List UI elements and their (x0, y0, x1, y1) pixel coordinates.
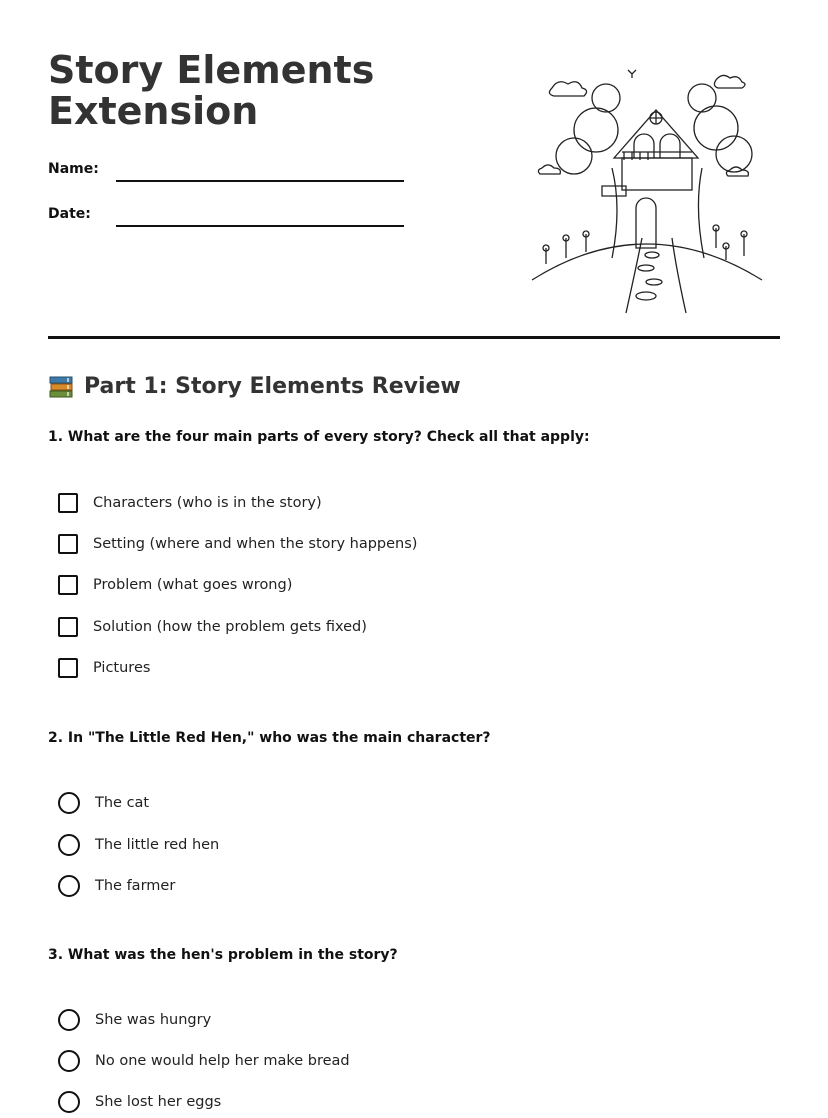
worksheet-title (48, 50, 388, 132)
radio-button[interactable] (58, 875, 80, 897)
question-2: 2. In "The Little Red Hen," who was the main character? (48, 730, 491, 746)
option-label: The cat (95, 795, 150, 811)
section-divider (48, 336, 780, 339)
title-line-1: Story Elements (48, 48, 375, 92)
q2-option-farmer[interactable] (58, 874, 175, 898)
checkbox[interactable] (58, 658, 78, 678)
checkbox[interactable] (58, 493, 78, 513)
q3-option-hungry[interactable] (58, 1008, 211, 1032)
option-label: Problem (what goes wrong) (93, 577, 293, 593)
q1-option-problem[interactable] (58, 573, 292, 597)
books-icon (48, 375, 74, 399)
option-label: She lost her eggs (95, 1094, 222, 1110)
question-1: 1. What are the four main parts of every story? Check all that apply: (48, 429, 590, 445)
option-label: Setting (where and when the story happens) (93, 536, 418, 552)
q2-option-cat[interactable] (58, 791, 149, 815)
q1-option-pictures[interactable] (58, 656, 150, 680)
option-label: She was hungry (95, 1012, 212, 1028)
checkbox[interactable] (58, 575, 78, 595)
title-line-2: Extension (48, 89, 259, 133)
checkbox[interactable] (58, 534, 78, 554)
name-write-line[interactable] (116, 180, 404, 182)
name-field-row (48, 161, 404, 182)
radio-button[interactable] (58, 1009, 80, 1031)
radio-button[interactable] (58, 1091, 80, 1113)
option-label: The farmer (95, 878, 176, 894)
option-label: The little red hen (95, 837, 220, 853)
name-label: Name: (48, 161, 99, 177)
radio-button[interactable] (58, 1050, 80, 1072)
date-write-line[interactable] (116, 225, 404, 227)
q1-option-characters[interactable] (58, 491, 322, 515)
part1-heading (48, 374, 461, 399)
treehouse-illustration (526, 58, 768, 318)
question-3: 3. What was the hen's problem in the story? (48, 947, 398, 963)
q3-option-lost-eggs[interactable] (58, 1090, 221, 1114)
date-label: Date: (48, 206, 91, 222)
option-label: Solution (how the problem gets fixed) (93, 619, 367, 635)
checkbox[interactable] (58, 617, 78, 637)
option-label: Characters (who is in the story) (93, 495, 322, 511)
q2-option-hen[interactable] (58, 833, 219, 857)
radio-button[interactable] (58, 792, 80, 814)
q3-option-no-help[interactable] (58, 1049, 350, 1073)
part1-heading-text: Part 1: Story Elements Review (84, 374, 461, 399)
q1-option-setting[interactable] (58, 532, 417, 556)
option-label: Pictures (93, 660, 151, 676)
radio-button[interactable] (58, 834, 80, 856)
q1-option-solution[interactable] (58, 615, 367, 639)
option-label: No one would help her make bread (95, 1053, 350, 1069)
date-field-row (48, 206, 404, 227)
